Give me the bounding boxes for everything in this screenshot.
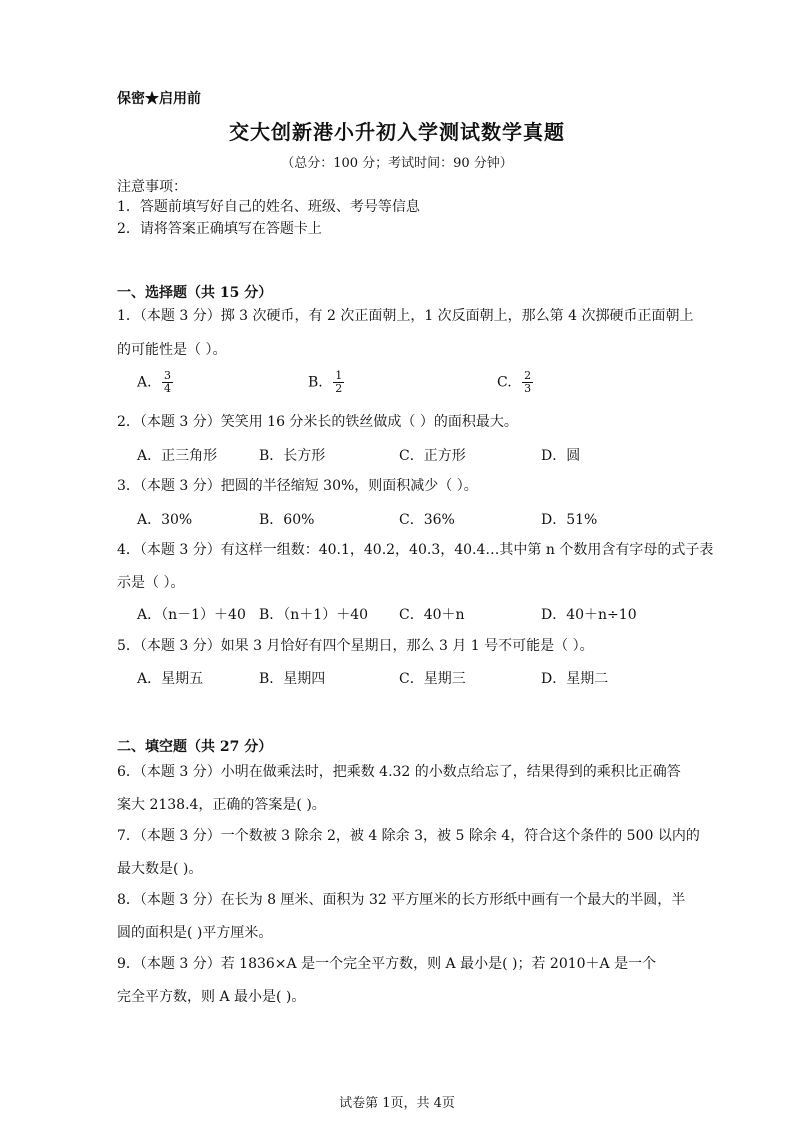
question-7-text: 7．（本题 3 分）一个数被 3 除余 2，被 4 除余 3，被 5 除余 4，符合这个条件的 500 以内的: [117, 828, 700, 844]
page-footer: 试卷第 1页，共 4页: [339, 1096, 455, 1111]
fraction-denominator: 2: [335, 382, 343, 395]
question-3-text: 3．（本题 3 分）把圆的半径缩短 30%，则面积减少（ ）。: [117, 478, 478, 494]
option-label: A.: [137, 374, 152, 391]
confidential-label: 保密★启用前: [117, 91, 201, 107]
option-label: C.: [497, 374, 512, 391]
note-item: 1．答题前填写好自己的姓名、班级、考号等信息: [117, 199, 420, 215]
option-label: B.: [308, 374, 323, 391]
question-3-option-c: C．36%: [399, 512, 455, 528]
fraction-denominator: 3: [524, 382, 532, 395]
question-2-option-d: D．圆: [541, 448, 581, 464]
exam-title: 交大创新港小升初入学测试数学真题: [229, 120, 565, 144]
question-1-option-b: [308, 370, 344, 395]
question-8-text-cont: 圆的面积是( )平方厘米。: [117, 925, 273, 941]
question-5-option-d: D．星期二: [541, 671, 609, 687]
question-3-option-d: D．51%: [541, 512, 598, 528]
fraction-numerator: 1: [335, 369, 343, 382]
question-4-option-d: D．40＋n÷10: [541, 607, 637, 623]
question-4-option-a: A．（n－1）＋40: [137, 607, 246, 623]
question-2-option-a: A．正三角形: [137, 448, 218, 464]
question-9-text-cont: 完全平方数，则 A 最小是( )。: [117, 989, 306, 1005]
question-3-option-a: A．30%: [137, 512, 193, 528]
question-1-text-cont: 的可能性是（ ）。: [117, 342, 227, 358]
question-1-option-a: [137, 370, 173, 395]
question-4-option-c: C．40＋n: [399, 607, 465, 623]
question-5-option-b: B．星期四: [259, 671, 326, 687]
question-5-option-c: C．星期三: [399, 671, 466, 687]
question-7-text-cont: 最大数是( )。: [117, 861, 203, 877]
question-2-option-b: B．长方形: [259, 448, 326, 464]
question-1-text: 1．（本题 3 分）掷 3 次硬币，有 2 次正面朝上，1 次反面朝上，那么第 4 次掷硬币正面朝上: [117, 308, 694, 324]
question-6-text-cont: 案大 2138.4，正确的答案是( )。: [117, 797, 326, 813]
fraction-denominator: 4: [164, 382, 172, 395]
question-1-option-c: [497, 370, 533, 395]
question-6-text: 6．（本题 3 分）小明在做乘法时，把乘数 4.32 的小数点给忘了，结果得到的乘积比正确答: [117, 764, 681, 780]
exam-subtitle: （总分：100 分；考试时间：90 分钟）: [281, 156, 513, 171]
fraction: [522, 370, 533, 395]
question-5-option-a: A．星期五: [137, 671, 204, 687]
fraction-numerator: 3: [164, 369, 172, 382]
question-3-option-b: B．60%: [259, 512, 315, 528]
question-2-option-c: C．正方形: [399, 448, 466, 464]
fraction-numerator: 2: [524, 369, 532, 382]
question-8-text: 8．（本题 3 分）在长为 8 厘米、面积为 32 平方厘米的长方形纸中画有一个最大的半圆，半: [117, 892, 686, 908]
question-4-text: 4．（本题 3 分）有这样一组数：40.1，40.2，40.3，40.4…其中第 n 个数用含有字母的式子表: [117, 542, 714, 558]
fraction: [162, 370, 173, 395]
section-heading-fill: 二、填空题（共 27 分）: [117, 739, 273, 755]
question-9-text: 9．（本题 3 分）若 1836×A 是一个完全平方数，则 A 最小是( )；若 2010＋A 是一个: [117, 956, 657, 972]
question-5-text: 5．（本题 3 分）如果 3 月恰好有四个星期日，那么 3 月 1 号不可能是（ ）。: [117, 638, 594, 654]
question-4-text-cont: 示是（ ）。: [117, 575, 185, 591]
section-heading-choice: 一、选择题（共 15 分）: [117, 285, 273, 301]
fraction: [333, 370, 344, 395]
question-4-option-b: B．（n＋1）＋40: [259, 607, 369, 623]
notes-heading: 注意事项：: [117, 179, 187, 195]
note-item: 2．请将答案正确填写在答题卡上: [117, 221, 322, 237]
question-2-text: 2．（本题 3 分）笑笑用 16 分米长的铁丝做成（ ）的面积最大。: [117, 414, 518, 430]
